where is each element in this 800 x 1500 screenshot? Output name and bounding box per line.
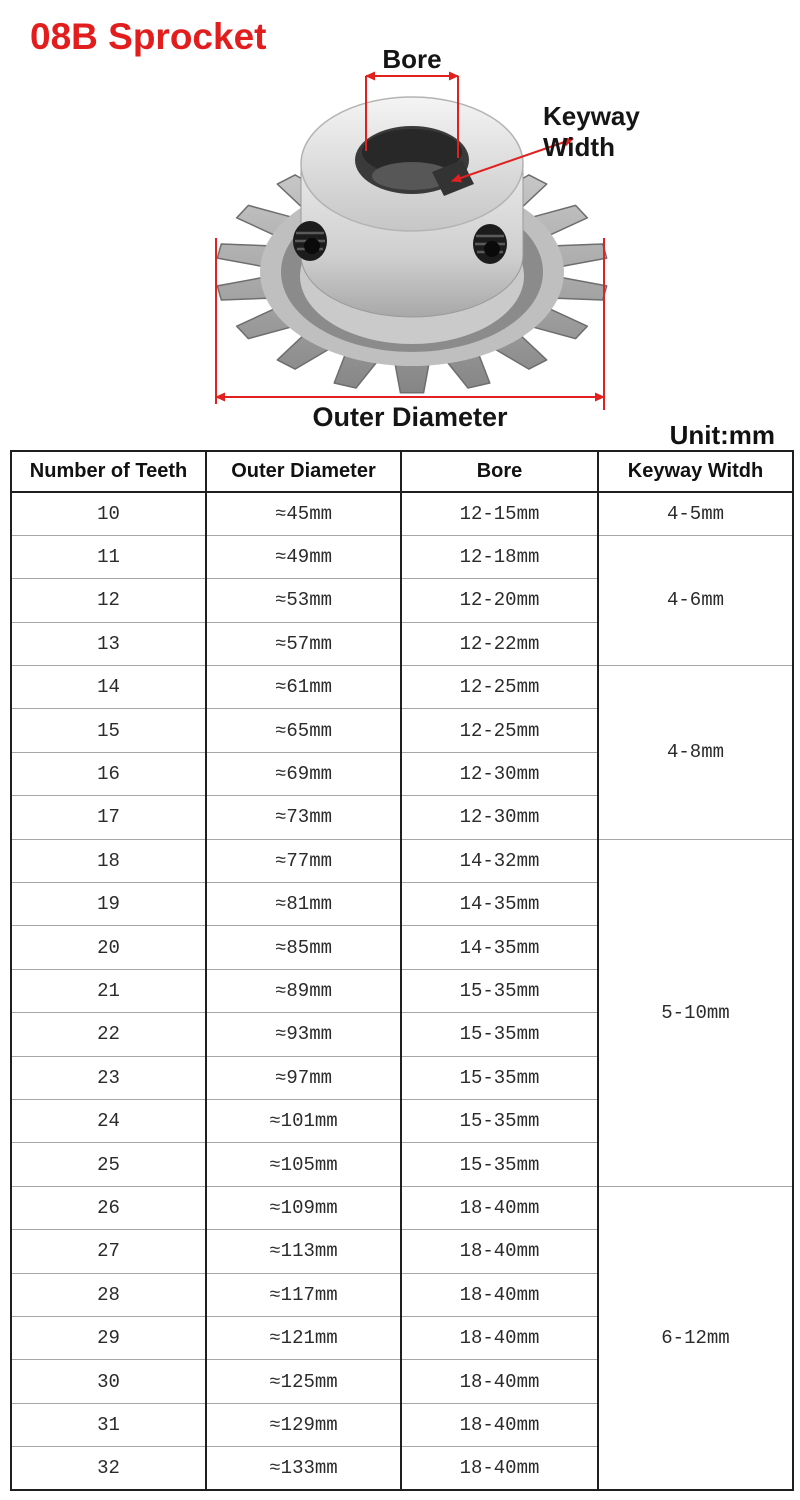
bore-cell: 15-35mm — [401, 1056, 598, 1099]
table-row — [11, 1186, 793, 1229]
outer-diameter-cell: ≈117mm — [206, 1273, 401, 1316]
table-row — [11, 839, 793, 882]
page-title: 08B Sprocket — [30, 16, 267, 57]
bore-cell: 18-40mm — [401, 1360, 598, 1403]
unit-note: Unit:mm — [669, 420, 775, 450]
teeth-cell: 20 — [11, 926, 206, 969]
teeth-cell: 15 — [11, 709, 206, 752]
bore-cell: 18-40mm — [401, 1316, 598, 1359]
bore-cell: 15-35mm — [401, 969, 598, 1012]
teeth-cell: 19 — [11, 883, 206, 926]
bore-cell: 12-22mm — [401, 622, 598, 665]
keyway-width-cell: 6-12mm — [598, 1186, 793, 1490]
header-outer-diameter: Outer Diameter — [206, 451, 401, 492]
bore-cell: 14-35mm — [401, 926, 598, 969]
bore-cell: 18-40mm — [401, 1230, 598, 1273]
teeth-cell: 29 — [11, 1316, 206, 1359]
teeth-cell: 30 — [11, 1360, 206, 1403]
outer-diameter-cell: ≈49mm — [206, 535, 401, 578]
teeth-cell: 11 — [11, 535, 206, 578]
outer-diameter-cell: ≈93mm — [206, 1013, 401, 1056]
teeth-cell: 14 — [11, 666, 206, 709]
bore-cell: 18-40mm — [401, 1403, 598, 1446]
outer-diameter-cell: ≈61mm — [206, 666, 401, 709]
teeth-cell: 21 — [11, 969, 206, 1012]
bore-cell: 14-32mm — [401, 839, 598, 882]
keyway-width-cell: 5-10mm — [598, 839, 793, 1186]
teeth-cell: 31 — [11, 1403, 206, 1446]
outer-diameter-cell: ≈77mm — [206, 839, 401, 882]
outer-diameter-cell: ≈121mm — [206, 1316, 401, 1359]
bore-label: Bore — [382, 44, 442, 74]
bore-cell: 12-25mm — [401, 666, 598, 709]
bore-cell: 12-25mm — [401, 709, 598, 752]
outer-diameter-cell: ≈125mm — [206, 1360, 401, 1403]
outer-diameter-cell: ≈53mm — [206, 579, 401, 622]
outer-diameter-cell: ≈97mm — [206, 1056, 401, 1099]
outer-diameter-cell: ≈57mm — [206, 622, 401, 665]
header-number-of-teeth: Number of Teeth — [11, 451, 206, 492]
table-row — [11, 535, 793, 578]
teeth-cell: 28 — [11, 1273, 206, 1316]
teeth-cell: 16 — [11, 752, 206, 795]
set-screw-right — [473, 224, 507, 264]
outer-diameter-cell: ≈105mm — [206, 1143, 401, 1186]
outer-diameter-cell: ≈89mm — [206, 969, 401, 1012]
bore-cell: 18-40mm — [401, 1447, 598, 1490]
outer-diameter-cell: ≈73mm — [206, 796, 401, 839]
outer-diameter-cell: ≈129mm — [206, 1403, 401, 1446]
teeth-cell: 25 — [11, 1143, 206, 1186]
keyway-width-cell: 4-5mm — [598, 492, 793, 535]
header-row — [11, 451, 793, 492]
bore-cell: 12-30mm — [401, 752, 598, 795]
outer-diameter-label: Outer Diameter — [312, 402, 508, 432]
keyway-width-cell: 4-6mm — [598, 535, 793, 665]
outer-diameter-cell: ≈69mm — [206, 752, 401, 795]
teeth-cell: 12 — [11, 579, 206, 622]
outer-diameter-cell: ≈109mm — [206, 1186, 401, 1229]
teeth-cell: 13 — [11, 622, 206, 665]
teeth-cell: 24 — [11, 1099, 206, 1142]
header-keyway-width: Keyway Witdh — [598, 451, 793, 492]
teeth-cell: 23 — [11, 1056, 206, 1099]
teeth-cell: 22 — [11, 1013, 206, 1056]
teeth-cell: 32 — [11, 1447, 206, 1490]
teeth-cell: 10 — [11, 492, 206, 535]
outer-diameter-cell: ≈85mm — [206, 926, 401, 969]
outer-diameter-cell: ≈133mm — [206, 1447, 401, 1490]
bore-cell: 18-40mm — [401, 1273, 598, 1316]
bore-cell: 15-35mm — [401, 1143, 598, 1186]
teeth-cell: 18 — [11, 839, 206, 882]
bore-cell: 12-18mm — [401, 535, 598, 578]
teeth-cell: 17 — [11, 796, 206, 839]
outer-diameter-cell: ≈81mm — [206, 883, 401, 926]
table-row — [11, 666, 793, 709]
outer-diameter-cell: ≈101mm — [206, 1099, 401, 1142]
teeth-cell: 26 — [11, 1186, 206, 1229]
bore-cell: 18-40mm — [401, 1186, 598, 1229]
keyway-width-cell: 4-8mm — [598, 666, 793, 840]
bore-cell: 15-35mm — [401, 1013, 598, 1056]
outer-diameter-cell: ≈65mm — [206, 709, 401, 752]
set-screw-left — [293, 221, 327, 261]
header-bore: Bore — [401, 451, 598, 492]
table-row — [11, 492, 793, 535]
sprocket-spec-table — [10, 450, 794, 1491]
outer-diameter-cell: ≈45mm — [206, 492, 401, 535]
keyway-width-label: Keyway Width — [543, 101, 640, 162]
bore-cell: 15-35mm — [401, 1099, 598, 1142]
teeth-cell: 27 — [11, 1230, 206, 1273]
bore-cell: 12-15mm — [401, 492, 598, 535]
product-hero — [0, 0, 800, 450]
bore-cell: 12-20mm — [401, 579, 598, 622]
outer-diameter-cell: ≈113mm — [206, 1230, 401, 1273]
bore-cell: 12-30mm — [401, 796, 598, 839]
bore-cell: 14-35mm — [401, 883, 598, 926]
